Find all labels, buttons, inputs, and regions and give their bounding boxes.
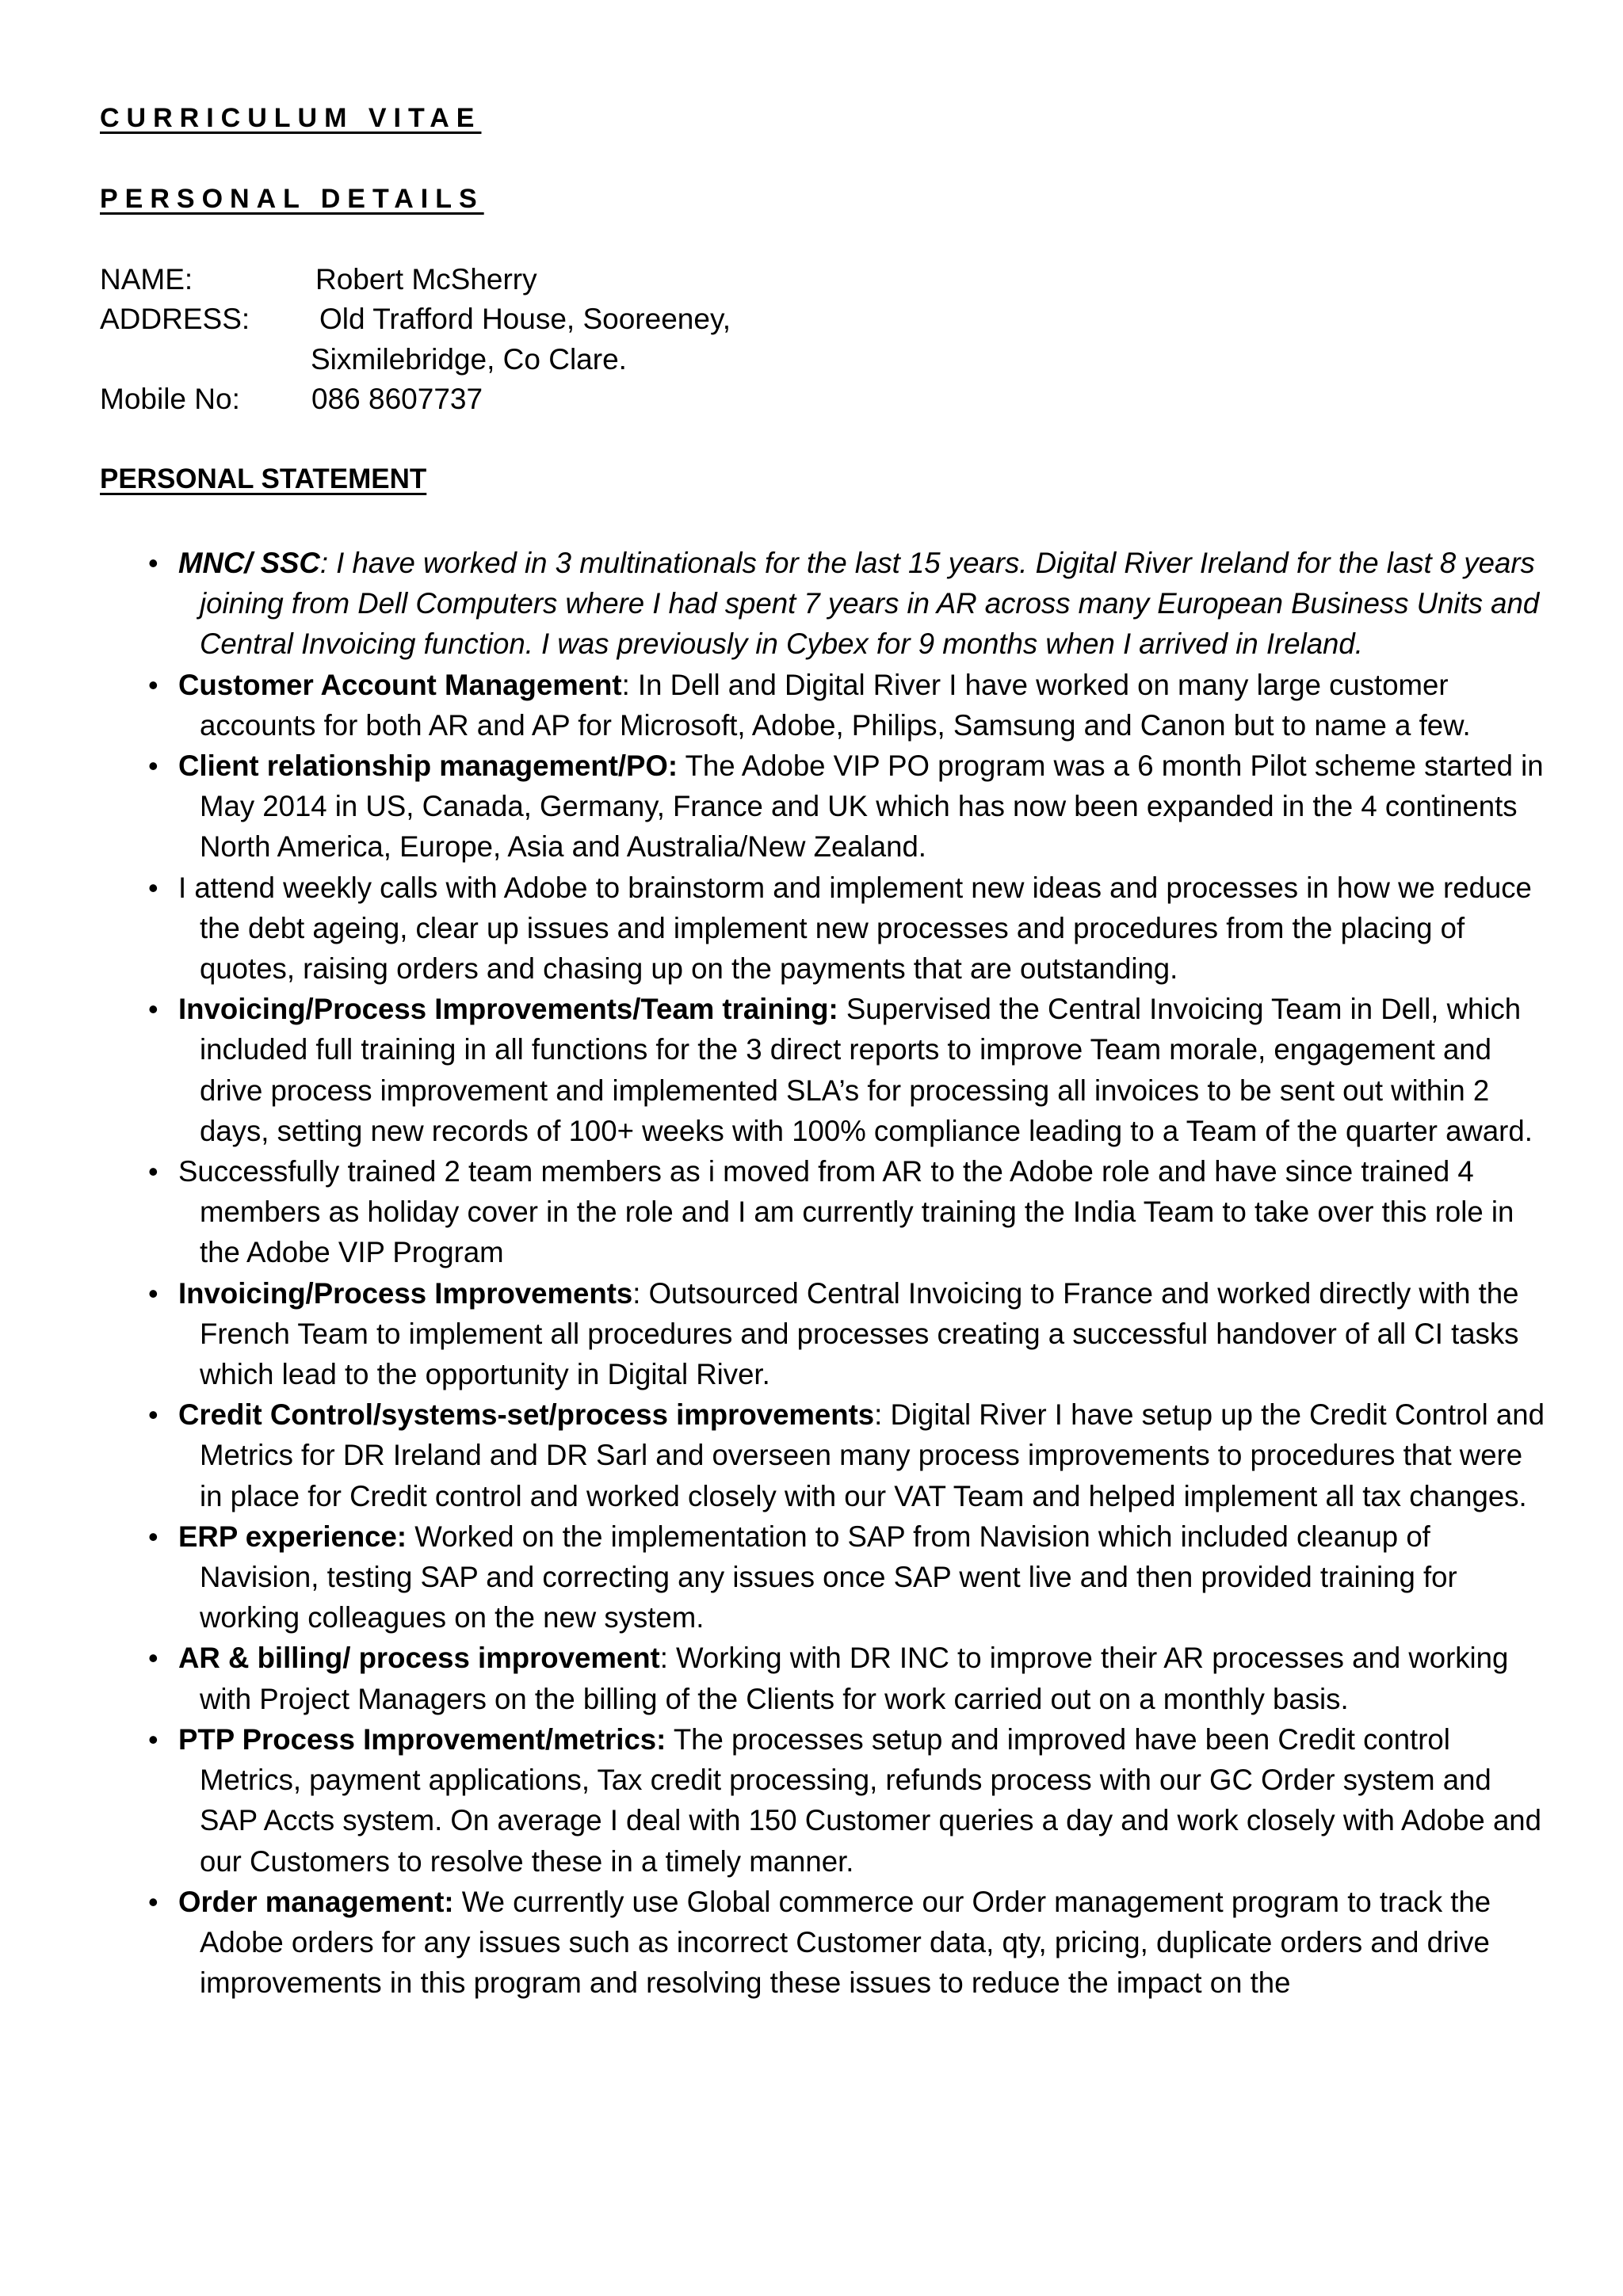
bullet-icon: • bbox=[148, 749, 158, 783]
list-item bbox=[148, 989, 1547, 1151]
list-item bbox=[148, 746, 1547, 868]
bullet-icon: • bbox=[148, 1276, 158, 1310]
item-text: : Digital River I have setup up the Credit Control and Metrics for DR Ireland and DR Sarl and overseen many process improvements to procedures that were in place for Credit control and worked closely with our VAT Team and helped implement all tax changes. bbox=[200, 1398, 1545, 1512]
item-text: I attend weekly calls with Adobe to brainstorm and implement new ideas and processes in how we reduce the debt ageing, clear up issues and implement new processes and procedures from the placing of quotes, raising orders and chasing up on the payments that are outstanding. bbox=[178, 871, 1532, 986]
bullet-icon: • bbox=[148, 1398, 158, 1432]
list-item bbox=[148, 543, 1547, 665]
cv-title: CURRICULUM VITAE bbox=[100, 103, 482, 133]
list-item bbox=[148, 665, 1547, 746]
address-label: ADDRESS: bbox=[100, 303, 250, 335]
list-item bbox=[148, 1638, 1547, 1718]
bullet-icon: • bbox=[148, 1155, 158, 1188]
item-text: We currently use Global commerce our Order management program to track the Adobe orders for any issues such as incorrect Customer data, qty, pricing, duplicate orders and drive improvements in this program and resolving these issues to reduce the impact on the bbox=[200, 1885, 1491, 2000]
bullet-icon: • bbox=[148, 1885, 158, 1918]
bullet-icon: • bbox=[148, 1642, 158, 1675]
mobile-value: 086 8607737 bbox=[311, 383, 483, 415]
list-item bbox=[148, 1151, 1547, 1273]
list-item bbox=[148, 1394, 1547, 1516]
item-heading: Order management: bbox=[178, 1885, 454, 1918]
list-item bbox=[148, 1273, 1547, 1395]
name-label: NAME: bbox=[100, 263, 193, 296]
item-heading: MNC/ SSC bbox=[178, 547, 320, 579]
item-text: : Outsourced Central Invoicing to France and worked directly with the French Team to implement all procedures and processes creating a successful handover of all CI tasks which lead to the opportunity in Digital River. bbox=[200, 1276, 1519, 1391]
item-heading: ERP experience: bbox=[178, 1520, 407, 1553]
item-text: The processes setup and improved have been Credit control Metrics, payment applications, Tax credit processing, refunds process with our GC Order system and SAP Accts system. On average I deal with 150 Customer queries a day and work closely with Adobe and our Customers to resolve these in a timely manner. bbox=[200, 1722, 1541, 1878]
personal-details-heading: PERSONAL DETAILS bbox=[100, 184, 484, 214]
item-heading: AR & billing/ process improvement bbox=[178, 1642, 660, 1675]
list-item bbox=[148, 1719, 1547, 1882]
address-line2: Sixmilebridge, Co Clare. bbox=[311, 343, 627, 376]
bullet-icon: • bbox=[148, 1722, 158, 1756]
item-text: Supervised the Central Invoicing Team in Dell, which included full training in all functions for the 3 direct reports to improve Team morale, engagement and drive process improvement and implemented SLA’s for processing all invoices to be sent out within 2 days, setting new records of 100+ weeks with 100% compliance leading to a Team of the quarter award. bbox=[200, 993, 1533, 1147]
item-heading: Customer Account Management bbox=[178, 668, 622, 701]
statement-list bbox=[0, 543, 1623, 2003]
item-text: : Working with DR INC to improve their AR processes and working with Project Managers on the billing of the Clients for work carried out on a monthly basis. bbox=[200, 1642, 1509, 1715]
bullet-icon: • bbox=[148, 668, 158, 701]
item-text: : In Dell and Digital River I have worked on many large customer accounts for both AR and AP for Microsoft, Adobe, Philips, Samsung and Canon but to name a few. bbox=[200, 668, 1471, 742]
item-text: The Adobe VIP PO program was a 6 month Pilot scheme started in May 2014 in US, Canada, Germany, France and UK which has now been expanded in the 4 continents North America, Europe, Asia and Australia/New Zealand. bbox=[200, 749, 1544, 864]
personal-statement-heading: PERSONAL STATEMENT bbox=[100, 463, 427, 494]
bullet-icon: • bbox=[148, 547, 158, 579]
list-item bbox=[148, 1516, 1547, 1638]
item-heading: Credit Control/systems-set/process improvements bbox=[178, 1398, 875, 1432]
item-heading: Client relationship management/PO: bbox=[178, 749, 678, 783]
list-item bbox=[148, 868, 1547, 990]
item-text: : I have worked in 3 multinationals for the last 15 years. Digital River Ireland for the last 8 years joining from Dell Computers where I had spent 7 years in AR across many European Business Units and Central Invoicing function. I was previously in Cybex for 9 months when I arrived in Ireland. bbox=[200, 547, 1540, 661]
bullet-icon: • bbox=[148, 993, 158, 1026]
bullet-icon: • bbox=[148, 871, 158, 904]
list-item bbox=[148, 1882, 1547, 2004]
name-value: Robert McSherry bbox=[315, 263, 537, 296]
item-heading: Invoicing/Process Improvements/Team training: bbox=[178, 993, 838, 1026]
item-text: Successfully trained 2 team members as i moved from AR to the Adobe role and have since trained 4 members as holiday cover in the role and I am currently training the India Team to take over this role in the Adobe VIP Program bbox=[178, 1155, 1514, 1269]
mobile-label: Mobile No: bbox=[100, 383, 240, 415]
item-heading: PTP Process Improvement/metrics: bbox=[178, 1722, 666, 1756]
address-line1: Old Trafford House, Sooreeney, bbox=[319, 303, 731, 335]
item-text: Worked on the implementation to SAP from Navision which included cleanup of Navision, testing SAP and correcting any issues once SAP went live and then provided training for working colleagues on the new system. bbox=[200, 1520, 1457, 1634]
item-heading: Invoicing/Process Improvements bbox=[178, 1276, 633, 1310]
bullet-icon: • bbox=[148, 1520, 158, 1553]
